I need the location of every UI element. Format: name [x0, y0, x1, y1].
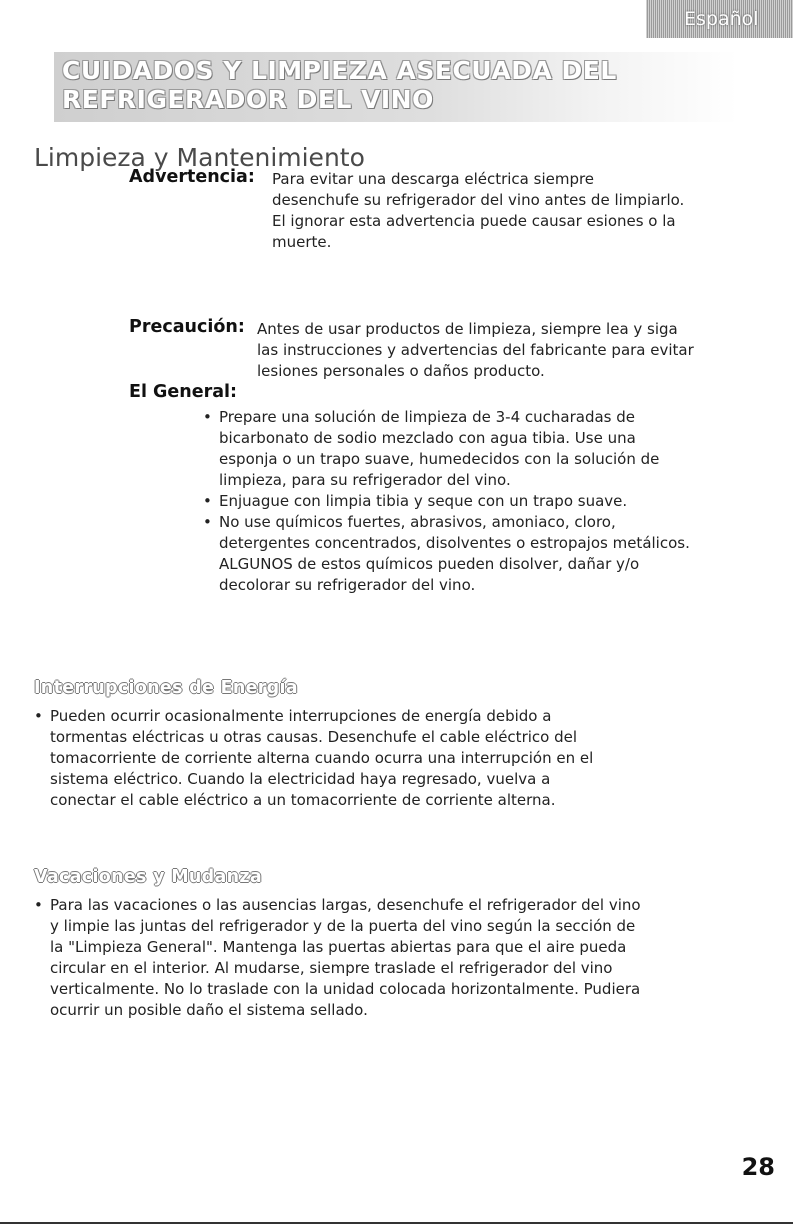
general-label: El General: — [129, 382, 238, 402]
general-bullet-line: limpieza, para su refrigerador del vino. — [219, 471, 511, 489]
cleaning-section-title: Limpieza y Mantenimiento — [34, 143, 365, 172]
vacation-moving-line: ocurrir un posible daño el sistema sellado. — [50, 1001, 368, 1019]
power-outages-item — [34, 706, 774, 811]
warning-line: El ignorar esta advertencia puede causar esiones o la — [272, 212, 676, 230]
banner-title-line-1: CUIDADOS Y LIMPIEZA ASECUADA DEL — [62, 56, 617, 85]
warning-line: desenchufe su refrigerador del vino antes de limpiarlo. — [272, 191, 685, 209]
vacation-moving-heading: Vacaciones y Mudanza — [34, 867, 262, 887]
power-outages-line: tormentas eléctricas u otras causas. Desenchufe el cable eléctrico del — [50, 728, 578, 746]
power-outages-line: conectar el cable eléctrico a un tomacorriente de corriente alterna. — [50, 791, 556, 809]
power-outages-list — [34, 706, 774, 811]
language-tab: Español — [646, 0, 793, 38]
caution-line: Antes de usar productos de limpieza, siempre lea y siga — [257, 320, 678, 338]
general-bullet-item — [203, 407, 763, 491]
general-bullet-line: Prepare una solución de limpieza de 3-4 cucharadas de — [219, 408, 636, 426]
page-number: 28 — [741, 1153, 775, 1181]
banner-title-line-2: REFRIGERADOR DEL VINO — [62, 85, 434, 114]
general-bullet-line: ALGUNOS de estos químicos pueden disolver, dañar y/o — [219, 555, 640, 573]
general-bullet-line: No use químicos fuertes, abrasivos, amoniaco, cloro, — [219, 513, 616, 531]
vacation-moving-list — [34, 895, 784, 1021]
vacation-moving-line: la "Limpieza General". Mantenga las puertas abiertas para que el aire pueda — [50, 938, 627, 956]
caution-text — [257, 319, 694, 382]
vacation-moving-line: verticalmente. No lo traslade con la unidad colocada horizontalmente. Pudiera — [50, 980, 641, 998]
warning-text — [272, 169, 684, 253]
bottom-rule — [0, 1222, 793, 1224]
general-bullet-item — [203, 512, 763, 596]
power-outages-heading: Interrupciones de Energía — [34, 678, 298, 698]
power-outages-line: sistema eléctrico. Cuando la electricidad haya regresado, vuelva a — [50, 770, 551, 788]
general-bullet-list — [203, 407, 763, 596]
general-bullet-line: detergentes concentrados, disolventes o estropajos metálicos. — [219, 534, 690, 552]
general-bullet-line: bicarbonato de sodio mezclado con agua tibia. Use una — [219, 429, 636, 447]
warning-label: Advertencia: — [129, 167, 255, 187]
banner-title — [62, 56, 682, 114]
vacation-moving-line: Para las vacaciones o las ausencias largas, desenchufe el refrigerador del vino — [50, 896, 641, 914]
vacation-moving-line: y limpie las juntas del refrigerador y de la puerta del vino según la sección de — [50, 917, 636, 935]
power-outages-line: Pueden ocurrir ocasionalmente interrupciones de energía debido a — [50, 707, 552, 725]
general-bullet-item — [203, 491, 763, 512]
caution-line: las instrucciones y advertencias del fabricante para evitar — [257, 341, 694, 359]
general-bullet-line: Enjuague con limpia tibia y seque con un trapo suave. — [219, 492, 628, 510]
vacation-moving-line: circular en el interior. Al mudarse, siempre traslade el refrigerador del vino — [50, 959, 613, 977]
caution-line: lesiones personales o daños producto. — [257, 362, 545, 380]
general-bullet-line: decolorar su refrigerador del vino. — [219, 576, 476, 594]
warning-line: muerte. — [272, 233, 332, 251]
vacation-moving-item — [34, 895, 784, 1021]
warning-line: Para evitar una descarga eléctrica siempre — [272, 170, 595, 188]
general-bullet-line: esponja o un trapo suave, humedecidos con la solución de — [219, 450, 660, 468]
section-banner — [54, 52, 738, 122]
caution-label: Precaución: — [129, 317, 245, 337]
power-outages-line: tomacorriente de corriente alterna cuando ocurra una interrupción en el — [50, 749, 594, 767]
